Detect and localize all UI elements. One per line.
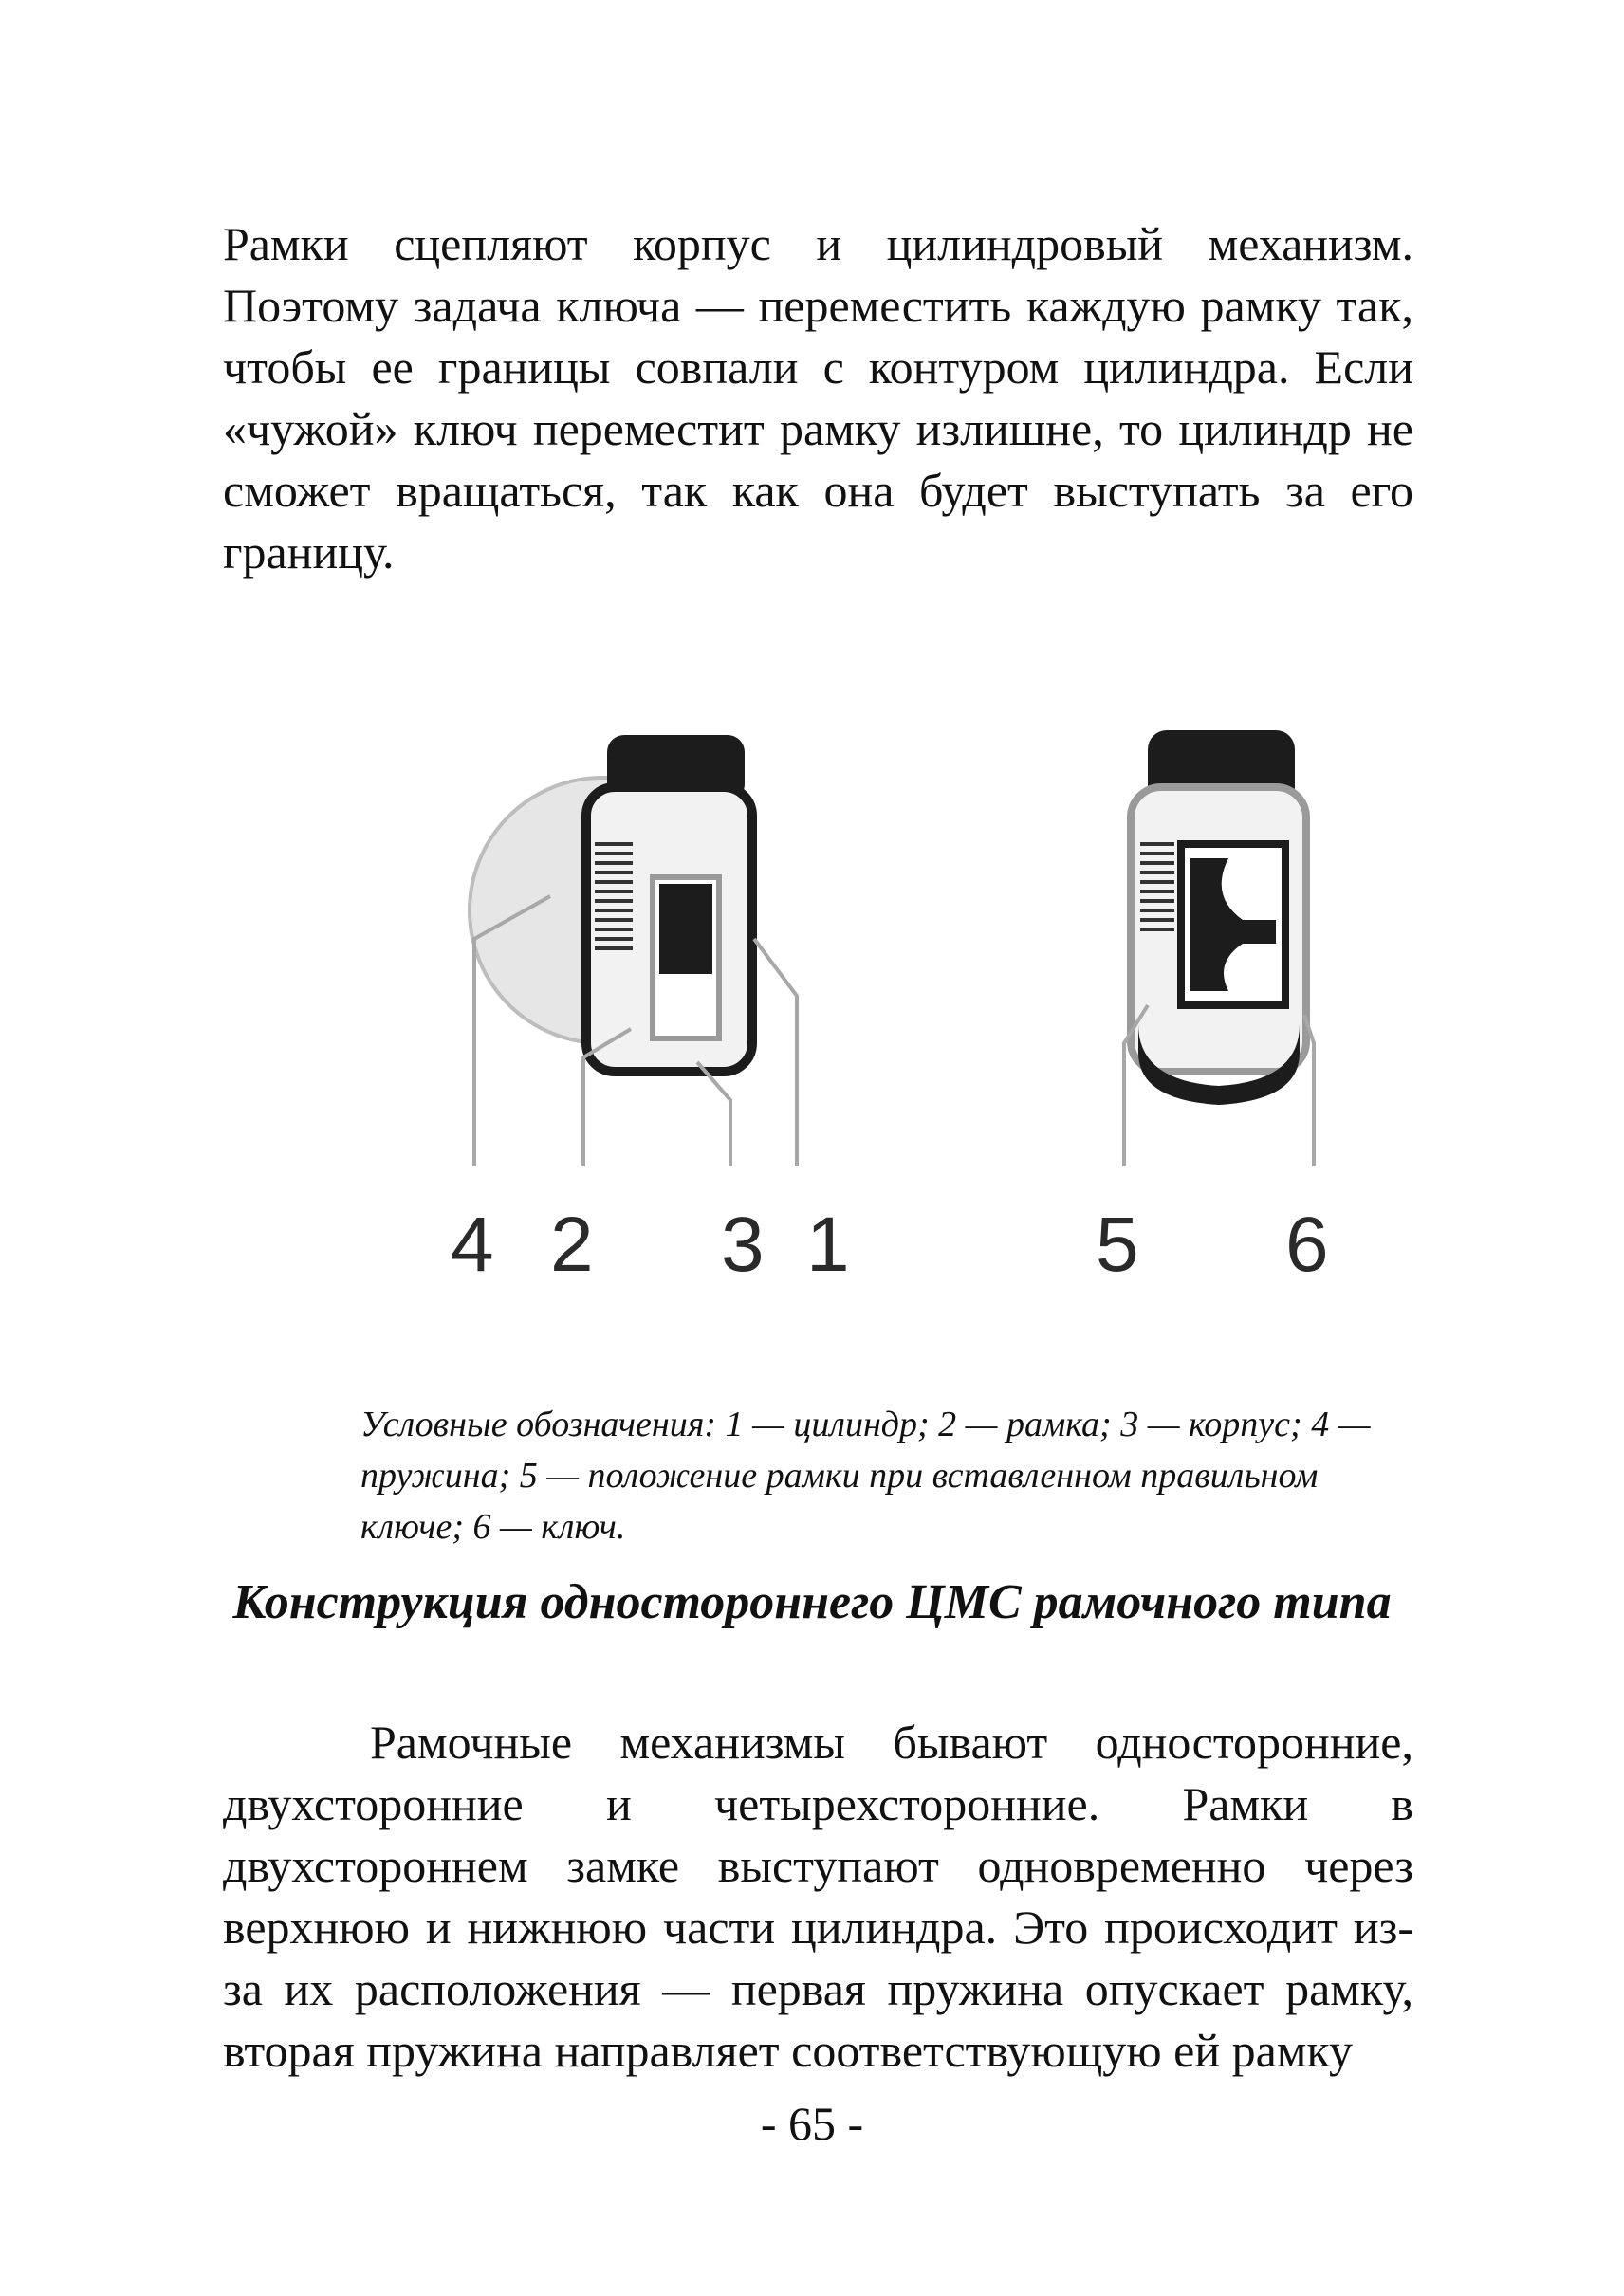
- page-number: - 65 -: [760, 2097, 864, 2150]
- label-1: 1: [806, 1202, 850, 1288]
- label-6: 6: [1285, 1202, 1329, 1288]
- frame-window-left: [659, 884, 712, 974]
- paragraph-frames-coupling: Рамки сцепляют корпус и цилиндровый механизм. Поэтому задача ключа — переместить каждую рамку так, чтобы ее границы совпали с контуром цилиндра. Если «чужой» ключ переместит рамку излишне, то цилиндр не сможет вращаться, так как она будет выступать за его границу.: [223, 217, 1413, 579]
- figure-caption: Условные обозначения: 1 — цилиндр; 2 — рамка; 3 — корпус; 4 — пружина; 5 — положение рамки при вставленном правильном ключе; 6 — ключ.: [360, 1405, 1371, 1547]
- label-3: 3: [721, 1202, 765, 1288]
- section-heading: Конструкция одностороннего ЦМС рамочного типа: [232, 1575, 1392, 1629]
- paragraph-frame-mechanisms: Рамочные механизмы бывают односторонние, двухсторонние и четырехсторонние. Рамки в двухстороннем замке выступают одновременно через верхнюю и нижнюю части цилиндра. Это происходит из-за их расположения — первая пружина опускает рамку, вторая пружина направляет соответствующую ей рамку: [223, 1716, 1413, 2077]
- lock-frame-diagram: [408, 702, 1375, 1309]
- label-2: 2: [550, 1202, 594, 1288]
- lock-frame-figure: [408, 702, 1375, 1309]
- label-5: 5: [1096, 1202, 1139, 1288]
- left-assembly: [470, 735, 752, 1072]
- right-assembly: [1131, 730, 1306, 1105]
- label-4: 4: [451, 1202, 494, 1288]
